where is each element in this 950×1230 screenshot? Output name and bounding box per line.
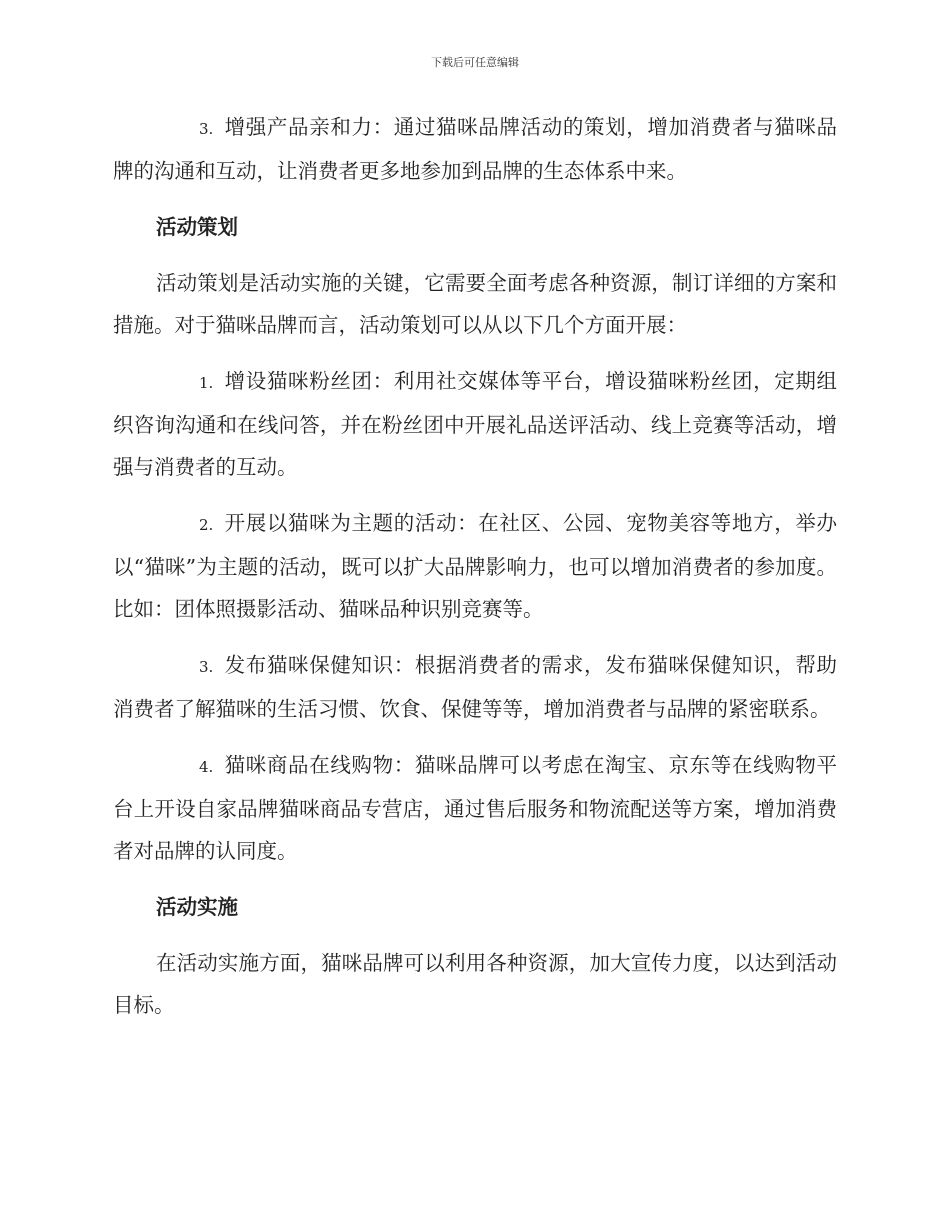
- list-item: [113, 502, 837, 630]
- list-number: 1.: [199, 374, 214, 392]
- section-heading: 活动实施: [156, 895, 238, 919]
- list-number: 3.: [199, 658, 214, 676]
- list-item: [113, 360, 837, 488]
- list-item-text: 增强产品亲和力：通过猫咪品牌活动的策划，增加消费者与猫咪品牌的沟通和互动，让消费者更多地参加到品牌的生态体系中来。: [113, 115, 837, 183]
- document-body: [113, 106, 837, 1040]
- list-item-text: 开展以猫咪为主题的活动：在社区、公园、宠物美容等地方，举办以“猫咪”为主题的活动，既可以扩大品牌影响力，也可以增加消费者的参加度。比如：团体照摄影活动、猫咪品种识别竞赛等。: [113, 511, 837, 621]
- list-item: [113, 106, 837, 192]
- list-number: 4.: [199, 758, 214, 776]
- paragraph: 活动策划是活动实施的关键，它需要全面考虑各种资源，制订详细的方案和措施。对于猫咪品牌而言，活动策划可以从以下几个方面开展：: [113, 271, 837, 337]
- list-item-text: 增设猫咪粉丝团：利用社交媒体等平台，增设猫咪粉丝团，定期组织咨询沟通和在线问答，并在粉丝团中开展礼品送评活动、线上竞赛等活动，增强与消费者的互动。: [113, 369, 837, 479]
- list-item: [113, 644, 837, 730]
- list-number: 2.: [199, 516, 214, 534]
- list-number: 3.: [199, 120, 214, 138]
- paragraph: 在活动实施方面，猫咪品牌可以利用各种资源，加大宣传力度，以达到活动目标。: [113, 951, 837, 1017]
- list-item-text: 猫咪商品在线购物：猫咪品牌可以考虑在淘宝、京东等在线购物平台上开设自家品牌猫咪商品专营店，通过售后服务和物流配送等方案，增加消费者对品牌的认同度。: [113, 753, 837, 863]
- page-header: 下载后可任意编辑: [431, 56, 519, 69]
- section-heading: 活动策划: [156, 215, 238, 239]
- list-item-text: 发布猫咪保健知识：根据消费者的需求，发布猫咪保健知识，帮助消费者了解猫咪的生活习惯、饮食、保健等等，增加消费者与品牌的紧密联系。: [113, 653, 837, 721]
- list-item: [113, 744, 837, 872]
